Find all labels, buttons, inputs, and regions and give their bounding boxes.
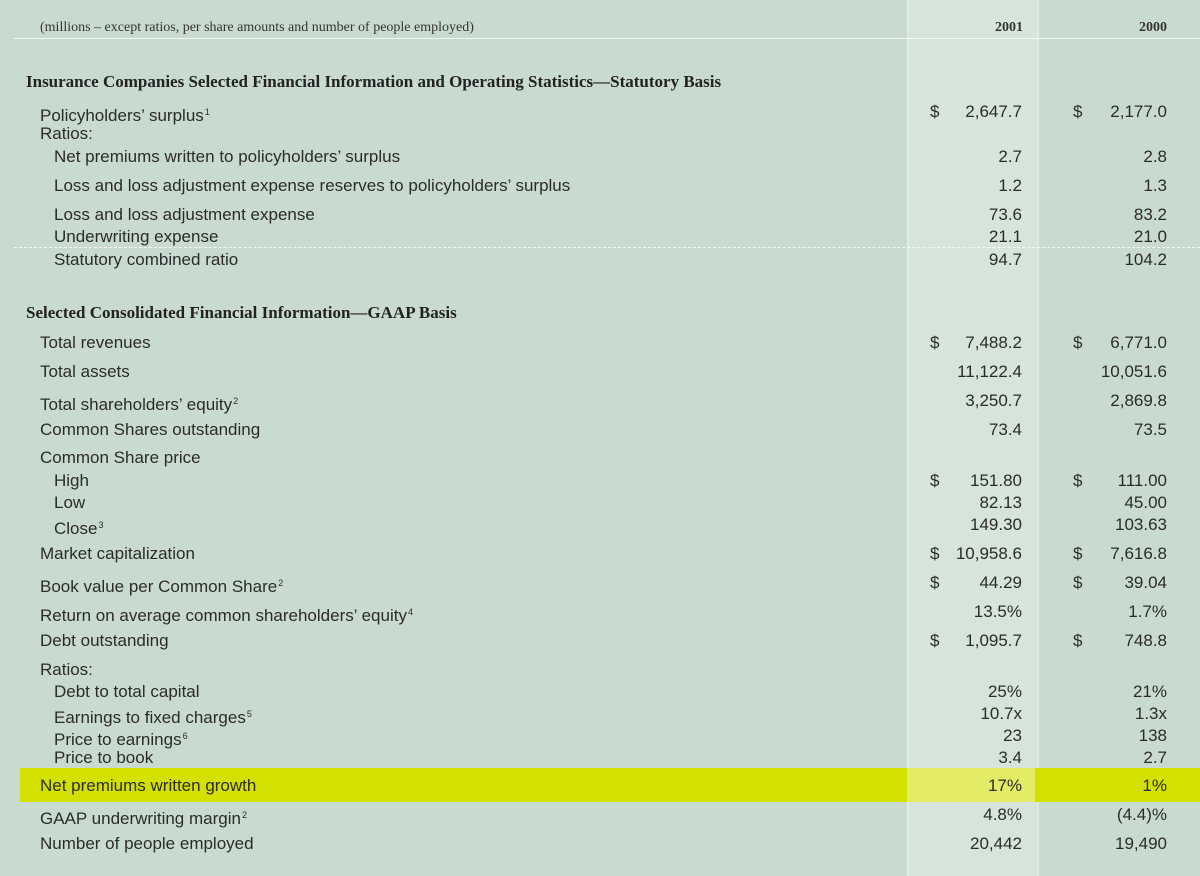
table-row (0, 123, 1200, 145)
row-label-text: Loss and loss adjustment expense reserves to policyholders’ surplus (54, 176, 571, 195)
currency-2001: $ (930, 573, 940, 592)
value-2000: 39.04 (1124, 573, 1167, 592)
value-2001: 10,958.6 (955, 544, 1022, 563)
currency-2000: $ (1073, 102, 1083, 121)
row-label (40, 419, 260, 441)
table-row (0, 514, 1200, 536)
table-row (0, 492, 1200, 514)
value-2000: 748.8 (1124, 631, 1167, 650)
row-label-text: Number of people employed (40, 834, 254, 853)
row-label-text: Close (54, 519, 98, 538)
table-row (0, 249, 1200, 271)
table-row (0, 390, 1200, 412)
row-label-text: Loss and loss adjustment expense (54, 205, 315, 224)
currency-2000: $ (1073, 631, 1083, 650)
table-row (0, 226, 1200, 248)
currency-2001: $ (930, 544, 940, 563)
table-row (0, 447, 1200, 469)
footnote-marker: 2 (241, 810, 247, 820)
value-2001: 2,647.7 (965, 102, 1022, 121)
value-2000: (4.4)% (1116, 805, 1167, 824)
row-label-text: Market capitalization (40, 544, 195, 563)
row-label (54, 492, 85, 514)
value-2000: 1.3x (1134, 704, 1167, 723)
value-2001: 23 (1003, 726, 1022, 745)
value-2001: 149.30 (970, 515, 1022, 534)
value-2001: 94.7 (988, 250, 1022, 269)
table-row (0, 204, 1200, 226)
row-label (40, 630, 169, 652)
row-label (54, 470, 89, 492)
row-label-text: Return on average common shareholders’ equity (40, 606, 407, 625)
currency-2000: $ (1073, 471, 1083, 490)
value-2000: 21% (1132, 682, 1167, 701)
row-label (40, 447, 201, 469)
value-2000: 83.2 (1133, 205, 1167, 224)
footnote-marker: 2 (278, 578, 284, 588)
table-row (0, 775, 1200, 797)
row-label-text: Low (54, 493, 86, 512)
row-label-text: Book value per Common Share (40, 577, 278, 596)
row-label (54, 681, 200, 703)
row-label-text: Common Share price (40, 448, 201, 467)
footnote-marker: 4 (407, 607, 413, 617)
row-label-text: Policyholders’ surplus (40, 106, 204, 125)
footnote-marker: 6 (182, 731, 188, 741)
value-2000: 103.63 (1115, 515, 1167, 534)
row-label (54, 175, 570, 197)
value-2001: 151.80 (970, 471, 1022, 490)
row-label (54, 146, 400, 168)
value-2001: 82.13 (979, 493, 1022, 512)
table-row (0, 703, 1200, 725)
section-title-gaap: Selected Consolidated Financial Information—GAAP Basis (26, 303, 457, 322)
units-note: (millions – except ratios, per share amounts and number of people employed) (40, 20, 474, 35)
currency-2000: $ (1073, 544, 1083, 563)
table-row (0, 659, 1200, 681)
row-label-text: Statutory combined ratio (54, 250, 239, 269)
value-2000: 138 (1138, 726, 1167, 745)
currency-2000: $ (1073, 573, 1083, 592)
table-row (0, 470, 1200, 492)
header-rule (14, 38, 1200, 39)
row-label-text: Underwriting expense (54, 227, 219, 246)
row-label (54, 747, 153, 769)
value-2000: 2.7 (1143, 748, 1167, 767)
value-2000: 104.2 (1124, 250, 1167, 269)
footnote-marker: 1 (204, 107, 210, 117)
footnote-marker: 2 (233, 396, 239, 406)
table-row (0, 101, 1200, 123)
row-label (54, 226, 218, 248)
row-label-text: Total revenues (40, 333, 151, 352)
table-row (0, 332, 1200, 354)
row-label-text: Price to earnings (54, 730, 182, 749)
value-2001: 11,122.4 (957, 362, 1022, 381)
row-label-text: Net premiums written growth (40, 776, 257, 795)
value-2000: 6,771.0 (1110, 333, 1167, 352)
value-2000: 1.7% (1128, 602, 1167, 621)
row-label (54, 514, 103, 540)
table-row (0, 833, 1200, 855)
value-2001: 13.5% (973, 602, 1022, 621)
row-label (40, 390, 238, 416)
value-2001: 3.4 (998, 748, 1022, 767)
table-row (0, 601, 1200, 623)
value-2000: 2.8 (1143, 147, 1167, 166)
row-label-text: Debt outstanding (40, 631, 169, 650)
currency-2001: $ (930, 102, 940, 121)
row-label (40, 123, 93, 145)
row-label (40, 804, 247, 830)
row-label-text: Total shareholders’ equity (40, 395, 233, 414)
row-label-text: High (54, 471, 89, 490)
value-2001: 1,095.7 (965, 631, 1022, 650)
value-2000: 10,051.6 (1100, 362, 1167, 381)
row-label (40, 572, 283, 598)
value-2000: 21.0 (1133, 227, 1167, 246)
value-2000: 111.00 (1117, 471, 1167, 490)
row-label (40, 833, 254, 855)
value-2001: 17% (987, 776, 1022, 795)
table-row (0, 419, 1200, 441)
value-2001: 3,250.7 (965, 391, 1022, 410)
row-label (40, 775, 256, 797)
row-label-text: Ratios: (40, 660, 93, 679)
value-2001: 44.29 (979, 573, 1022, 592)
row-label-text: Net premiums written to policyholders’ surplus (54, 147, 401, 166)
footnote-marker: 3 (98, 520, 104, 530)
year-header-2001: 2001 (995, 20, 1023, 35)
row-label (40, 543, 195, 565)
row-label-text: Common Shares outstanding (40, 420, 261, 439)
value-2000: 1% (1142, 776, 1167, 795)
value-2000: 73.5 (1133, 420, 1167, 439)
table-row (0, 747, 1200, 769)
table-row (0, 630, 1200, 652)
footnote-marker: 5 (246, 709, 252, 719)
value-2001: 2.7 (998, 147, 1022, 166)
table-row (0, 725, 1200, 747)
value-2001: 20,442 (970, 834, 1022, 853)
value-2001: 4.8% (983, 805, 1022, 824)
table-row (0, 572, 1200, 594)
row-label-text: Earnings to fixed charges (54, 708, 246, 727)
value-2000: 19,490 (1115, 834, 1167, 853)
row-label (40, 361, 130, 383)
value-2001: 21.1 (988, 227, 1022, 246)
table-row (0, 361, 1200, 383)
value-2000: 45.00 (1124, 493, 1167, 512)
value-2000: 2,869.8 (1110, 391, 1167, 410)
row-label (40, 659, 93, 681)
value-2001: 10.7x (980, 704, 1022, 723)
value-2000: 7,616.8 (1110, 544, 1167, 563)
row-label-text: Ratios: (40, 124, 93, 143)
currency-2001: $ (930, 471, 940, 490)
currency-2000: $ (1073, 333, 1083, 352)
row-label (54, 249, 238, 271)
currency-2001: $ (930, 333, 940, 352)
row-label-text: Price to book (54, 748, 154, 767)
value-2000: 2,177.0 (1110, 102, 1167, 121)
table-row (0, 175, 1200, 197)
row-label-text: Debt to total capital (54, 682, 200, 701)
row-label (54, 204, 315, 226)
row-label (40, 601, 413, 627)
value-2001: 1.2 (998, 176, 1022, 195)
row-label-text: GAAP underwriting margin (40, 809, 241, 828)
section-title-statutory: Insurance Companies Selected Financial Information and Operating Statistics—Statutory Basis (26, 72, 722, 91)
table-row (0, 146, 1200, 168)
table-row (0, 804, 1200, 826)
row-label-text: Total assets (40, 362, 130, 381)
value-2000: 1.3 (1143, 176, 1167, 195)
row-label (40, 332, 151, 354)
value-2001: 73.4 (988, 420, 1022, 439)
value-2001: 73.6 (988, 205, 1022, 224)
year-header-2000: 2000 (1139, 20, 1167, 35)
value-2001: 25% (987, 682, 1022, 701)
table-row (0, 543, 1200, 565)
currency-2001: $ (930, 631, 940, 650)
table-row (0, 681, 1200, 703)
value-2001: 7,488.2 (965, 333, 1022, 352)
